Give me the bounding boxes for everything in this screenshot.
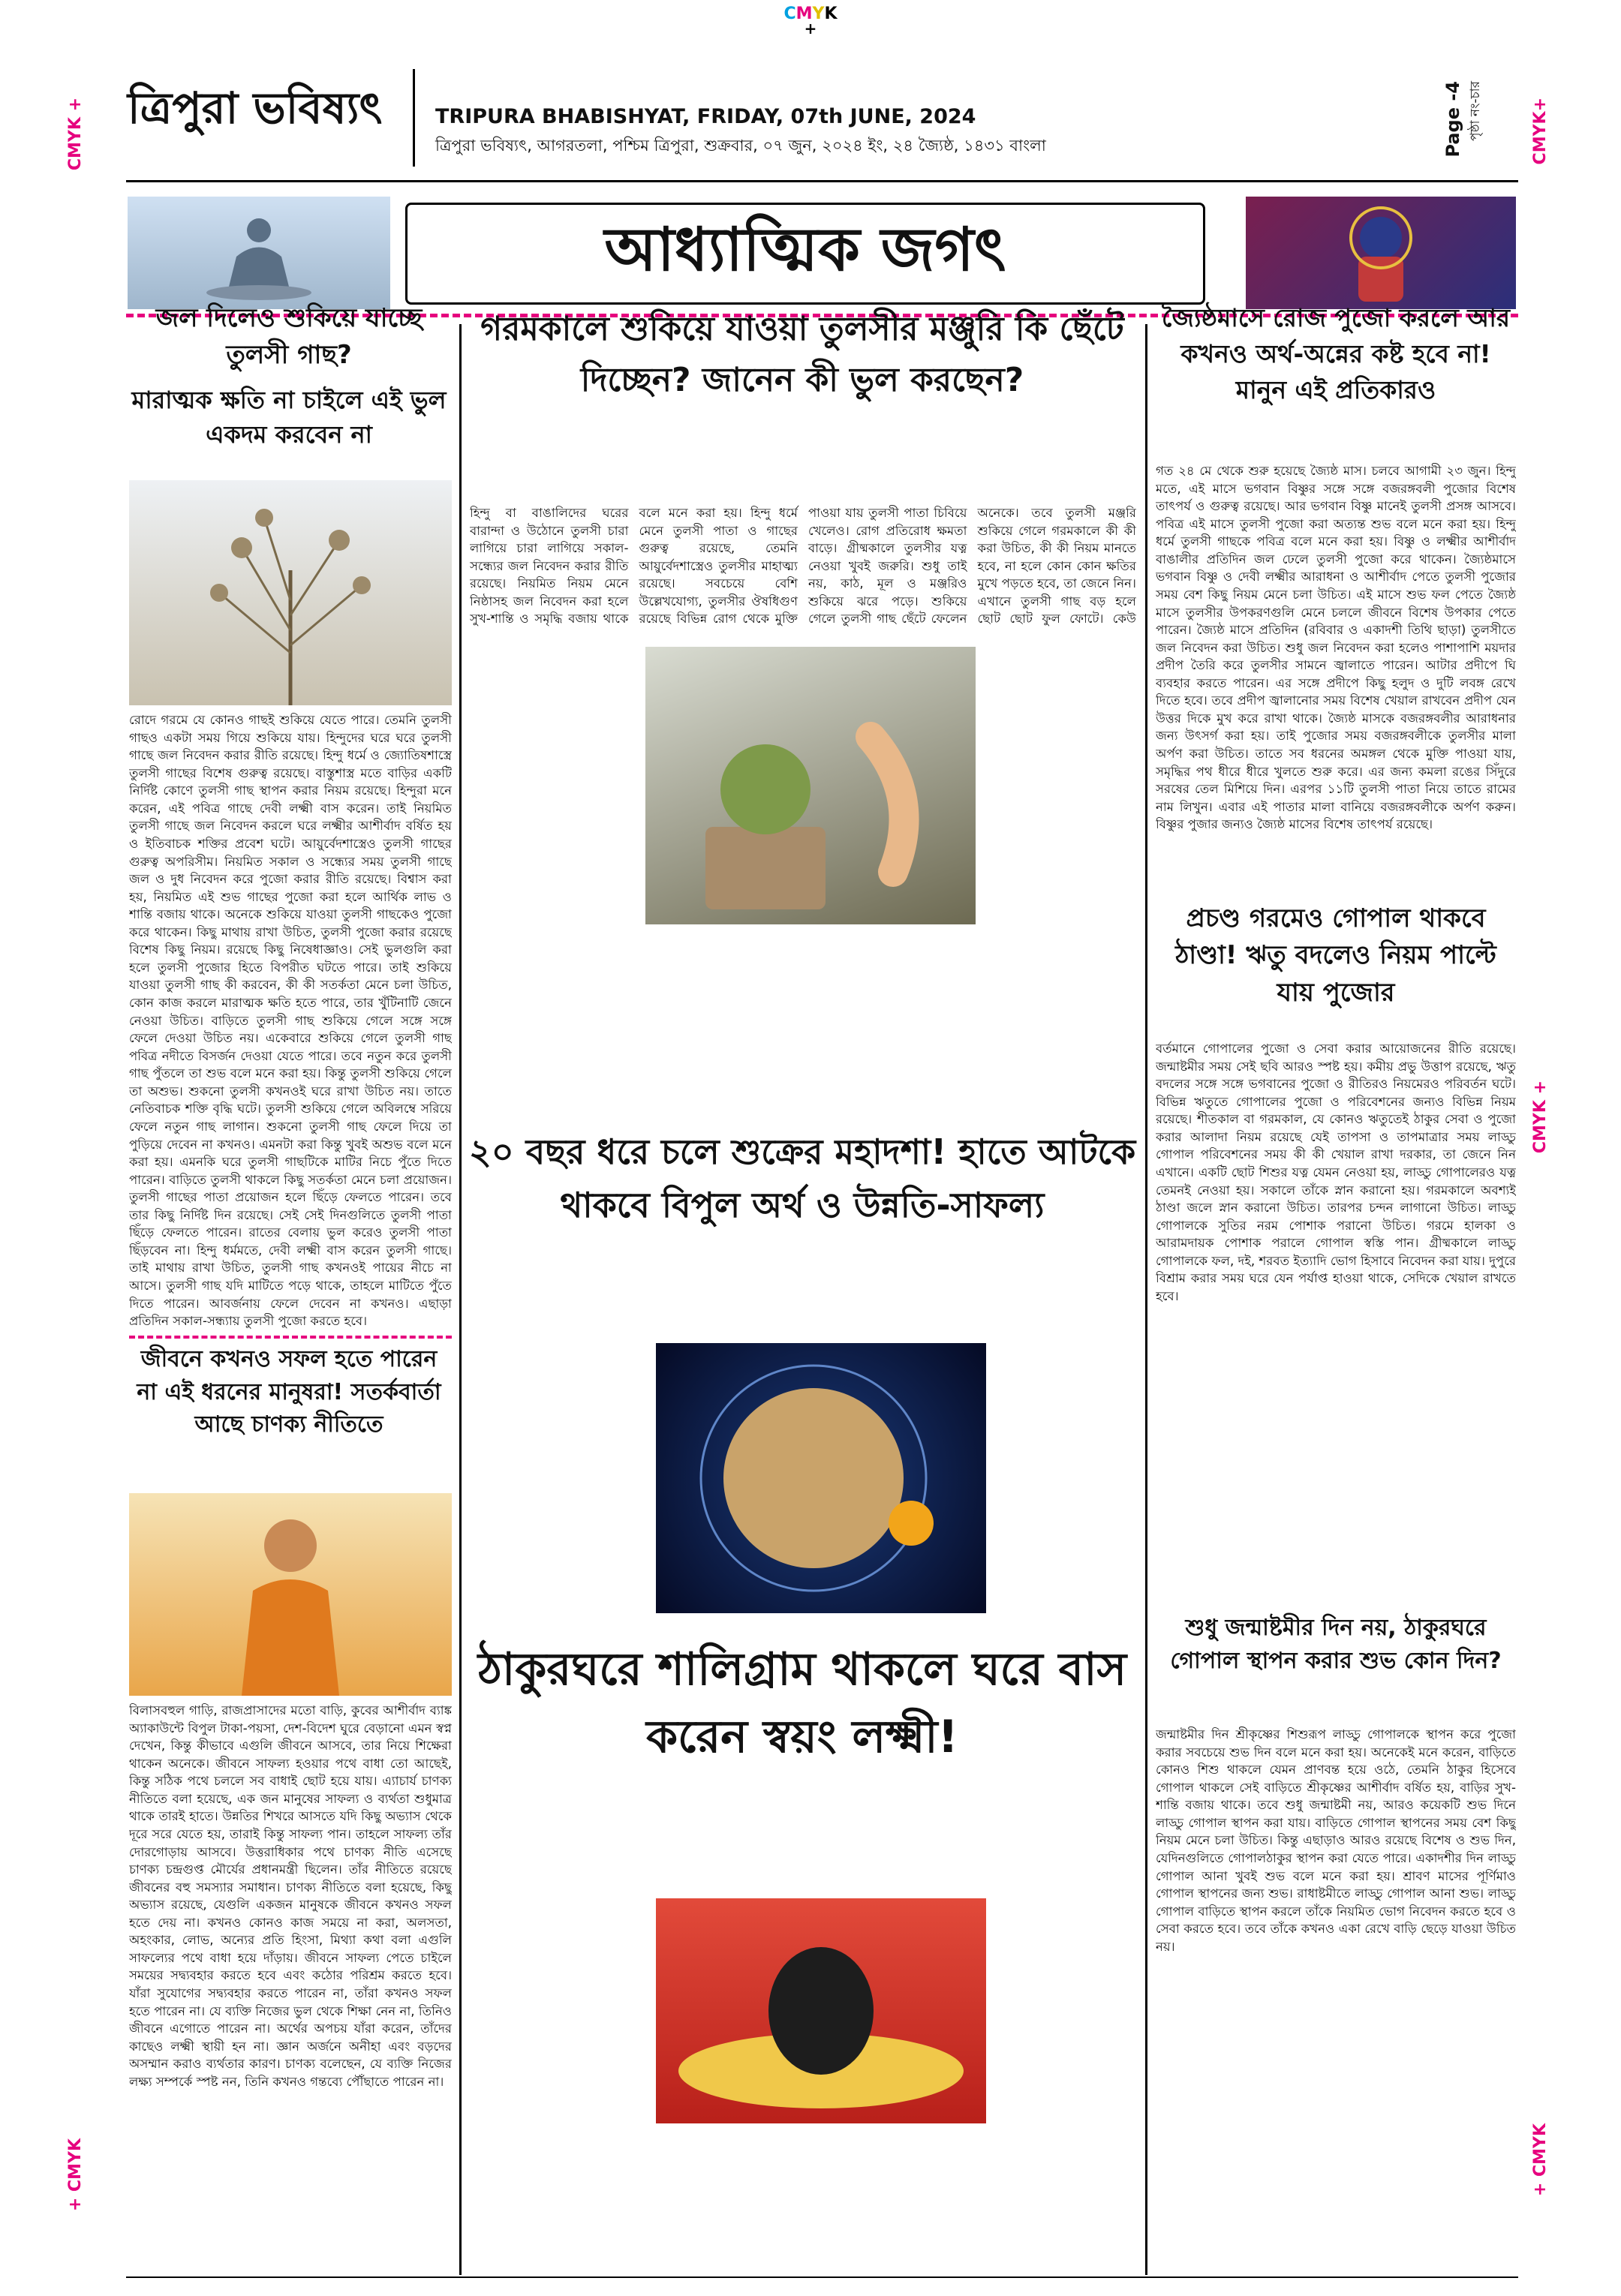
cmyk-side-left-bottom: + CMYK — [66, 2138, 85, 2212]
page-number-bn: পৃষ্ঠা নং-চার — [1468, 81, 1483, 142]
tulsi-offering-image — [645, 647, 976, 924]
right-article-2-body — [1156, 1040, 1516, 1625]
cmyk-y: Y — [812, 5, 825, 23]
right-headline-1: জ্যৈষ্ঠমাসে রোজ পুজো করলে আর কখনও অর্থ-অন্নের কষ্ট হবে না! মানুন এই প্রতিকারও — [1162, 303, 1510, 404]
cmyk-side-left-top: CMYK + — [66, 98, 85, 171]
tulsi-pot-icon — [645, 647, 976, 924]
page-number: Page -4 — [1442, 81, 1463, 158]
mid-headline-1: গরমকালে শুকিয়ে যাওয়া তুলসীর মঞ্জুরি কি ছেঁটে দিচ্ছেন? জানেন কী ভুল করছেন? — [480, 310, 1124, 400]
shaligram-image — [656, 1898, 986, 2123]
right-article-3-body — [1156, 1726, 1516, 2266]
venus-planet-image — [656, 1343, 986, 1613]
registration-plus-top: + — [804, 20, 817, 38]
right-headline-3: শুধু জন্মাষ্টমীর দিন নয়, ঠাকুরঘরে গোপাল স্থাপন করার শুভ কোন দিন? — [1170, 1615, 1502, 1674]
column-rule-left — [459, 324, 462, 2275]
bottom-rule — [126, 2276, 1518, 2278]
mid-headline-3: ঠাকুরঘরে শালিগ্রাম থাকলে ঘরে বাস করেন স্বয়ং লক্ষ্মী! — [477, 1643, 1127, 1763]
cmyk-side-right-top: CMYK+ — [1531, 98, 1550, 165]
mid-article-1-text: হিন্দু বা বাঙালিদের ঘরের বারান্দা ও উঠোনে তুলসী চারা লাগিয়ে চারা লাগিয়ে সকাল-সন্ধ্যের জল নিবেদন করার রীতি রয়েছে। নিয়মিত নিয়ম মেনে নিষ্ঠাসহ জল নিবেদন করা হলে সুখ-শান্তি ও সমৃদ্ধি বজায় থাকে বলে মনে করা হয়। হিন্দু ধর্মে মেনে তুলসী পাতা ও গাছের গুরুত্ব রয়েছে, তেমনি আয়ুর্বেদশাস্ত্রেও তুলসীর মাহাত্ম্য রয়েছে। সবচেয়ে বেশি উল্লেখযোগ্য, তুলসীর ঔষধিগুণ রয়েছে বিভিন্ন রোগ থেকে মুক্তি পাওয়া যায় তুলসী পাতা চিবিয়ে খেলেও। রোগ প্রতিরোধ ক্ষমতা বাড়ে। গ্রীষ্মকালে তুলসীর যত্ন নেওয়া খুবই জরুরি। শুধু তাই নয়, কাঠ, মূল ও মঞ্জরিও শুকিয়ে ঝরে পড়ে। শুকিয়ে গেলে তুলসী গাছ ছেঁটে ফেলেন অনেকে। তবে তুলসী মঞ্জরি শুকিয়ে গেলে গরমকালে কী কী করা উচিত, কী কী নিয়ম মানতে হবে, না হলে কোন কোন ক্ষতির মুখে পড়তে হবে, তা জেনে নিন। এখানে তুলসী গাছ বড় হলে ছোট ছোট ফুল ফোটে। কেউ — [470, 506, 1136, 627]
mid-headline-2: ২০ বছর ধরে চলে শুক্রের মহাদশা! হাতে আটকে থাকবে বিপুল অর্থ ও উন্নতি-সাফল্য — [468, 1131, 1136, 1226]
deity-figure-icon — [1246, 197, 1516, 309]
meditation-image — [128, 197, 390, 309]
left-article-2-body — [129, 1702, 452, 2264]
meditating-figure-icon — [128, 197, 390, 309]
cmyk-side-right-mid: CMYK + — [1531, 1080, 1550, 1154]
masthead-rule — [126, 180, 1518, 182]
mid-article-1-body-top — [470, 504, 1136, 643]
right-article-1-text: গত ২৪ মে থেকে শুরু হয়েছে জ্যৈষ্ঠ মাস। চলবে আগামী ২৩ জুন। হিন্দু মতে, এই মাসে ভগবান বিষ্ণুর সঙ্গে সঙ্গে বজরঙ্গবলী পুজোর বিশেষ তাৎপর্য ও গুরুত্ব রয়েছে। আর ভগবান বিষ্ণু মানেই তুলসী প্রসঙ্গ আসবে। পবিত্র এই মাসে তুলসী পুজো করা অত্যন্ত শুভ বলে মনে করা হয়। হিন্দু ধর্মে তুলসী গাছকে পবিত্র বলে মনে করা হয়। বিষ্ণু ও লক্ষ্মীর আশীর্বাদ বাঙালীর প্রতিদিন জল ঢেলে তুলসী পুজো করে থাকেন। জ্যৈষ্ঠমাসে ভগবান বিষ্ণু ও দেবী লক্ষ্মীর আরাধনা ও আশীর্বাদ পেতে তুলসী পুজোর সময় বেশ কিছু নিয়ম মেনে চলা উচিত। এই মাসে শুভ ফল পেতে জ্যৈষ্ঠ মাসে তুলসীর উপকরণগুলি মেনে চললে জীবনে বিশেষ উপকার পেতে পারেন। জ্যৈষ্ঠ মাসে প্রতিদিন (রবিবার ও একাদশী তিথি ছাড়া) তুলসীতে জল নিবেদন করা উচিত। শুধু জল নিবেদন করা হলেও পাশাপাশি ময়দার প্রদীপ তৈরি করে তুলসীর সামনে জ্বালাতে পারেন। আটার প্রদীপে ঘি ব্যবহার করতে পারেন। এর সঙ্গে প্রদীপে কিছু হলুদ ও দুটি লবঙ্গ রেখে দিতে হবে। তবে প্রদীপ জ্বালানোর সময় বিশেষ খেয়াল রাখবেন প্রদীপ যেন উত্তর দিকে মুখ করে রাখা থাকে। জ্যৈষ্ঠ মাসকে বজরঙ্গবলীর আরাধনার জন্য উৎসর্গ করা হয়। তাই পুজোর সময় বজরঙ্গবলীকে তুলসীর মালা অর্পণ করা উচিত। তাতে সব ধরনের অমঙ্গল থেকে মুক্তি পাওয়া যায়, সমৃদ্ধির পথ ধীরে ধীরে খুলতে শুরু করে। এর জন্য কমলা রঙের সিঁদুরে সরষের তেল মিশিয়ে দিন। এরপর ১১টি তুলসী পাতা নিয়ে তাতে রামের নাম লিখুন। এবার এই পাতার মালা বানিয়ে বজরঙ্গবলীকে অর্পণ করুন। বিষ্ণুর পুজার জন্যও জ্যৈষ্ঠ মাসের বিশেষ তাৎপর্য রয়েছে। — [1156, 464, 1516, 832]
section-banner: আধ্যাত্মিক জগৎ — [405, 203, 1205, 305]
column-rule-right — [1145, 324, 1147, 2275]
left-article-1-text: রোদে গরমে যে কোনও গাছই শুকিয়ে যেতে পারে। তেমনি তুলসী গাছও একটা সময় গিয়ে শুকিয়ে যায়। হিন্দুদের ঘরে ঘরে তুলসী গাছে জল নিবেদন করার রীতি রয়েছে। হিন্দু ধর্মে ও জ্যোতিষশাস্ত্রে তুলসী গাছের বিশেষ গুরুত্ব রয়েছে। বাস্তুশাস্ত্র মতে বাড়ির একটি নির্দিষ্ট কোণে তুলসী গাছ স্থাপন করার নিয়ম রয়েছে। হিন্দুরা মনে করেন, এই পবিত্র গাছে দেবী লক্ষ্মী বাস করেন। তাই নিয়মিত তুলসী গাছে জল নিবেদন করলে ঘরে লক্ষ্মীর আশীর্বাদ বর্ষিত হয় ও ইতিবাচক শক্তির প্রবেশ ঘটে। আয়ুর্বেদশাস্ত্রেও তুলসী গাছের গুরুত্ব অপরিসীম। নিয়মিত সকাল ও সন্ধ্যের সময় তুলসী গাছে জল ও দুধ নিবেদন করে পুজো করার রীতি রয়েছে। বিশ্বাস করা হয়, নিয়মিত এই শুভ গাছের পুজো করা হলে আর্থিক লাভ ও শান্তি বজায় থাকে। অনেকে শুকিয়ে যাওয়া তুলসী গাছকেও পুজো করে থাকেন। কিছু মাথায় রাখা উচিত, তুলসী পুজো করার রয়েছে বিশেষ কিছু নিয়ম। রয়েছে কিছু নিষেধাজ্ঞাও। সেই ভুলগুলি করা হলে তুলসী পুজোর হিতে বিপরীত ঘটতে পারে। তাই শুকিয়ে যাওয়া তুলসী গাছ কী করবেন, কী কী সতর্কতা মেনে চলা উচিত, কোন কাজ করলে মারাত্মক ক্ষতি হতে পারে, তার খুঁটিনাটি জেনে নেওয়া উচিত। বাড়িতে তুলসী গাছ শুকিয়ে গেলে সঙ্গে সঙ্গে ফেলে দেওয়া উচিত নয়। একেবারে শুকিয়ে গেলে তুলসী গাছ পবিত্র নদীতে বিসর্জন দেওয়া যেতে পারে। তবে নতুন করে তুলসী গাছ পুঁতলে তা শুভ বলে মনে করা হয়। কিন্তু তুলসী শুকিয়ে গেলে তা অশুভ। শুকনো তুলসী কখনওই ঘরে রাখা উচিত নয়। তাতে নেতিবাচক শক্তি বৃদ্ধি ঘটে। তুলসী শুকিয়ে গেলে অবিলম্বে সরিয়ে ফেলে নতুন গাছ লাগান। শুকনো তুলসী গাছ ফেলে দিয়ে তা পুড়িয়ে দেবেন না কখনও। এমনটা করা কিন্তু খুবই অশুভ বলে মনে করা হয়। এমনকি ঘরে তুলসী গাছটিকে মাটির নিচে পুঁতে দিতে পারেন। বাড়িতে তুলসী থাকলে কিছু সতর্কতা মেনে চলা প্রয়োজন। তুলসী গাছের পাতা প্রয়োজন হলে ছিঁড়ে ফেলতে পারেন। তবে তার কিছু নির্দিষ্ট দিন রয়েছে। সেই সেই দিনগুলিতে তুলসী পাতা ছিঁড়ে ফেলতে পারেন। রাতের বেলায় ভুল করেও তুলসী পাতা ছিঁড়বেন না। হিন্দু ধর্মমতে, দেবী লক্ষ্মী বাস করেন তুলসী গাছে। তাই মাথায় রাখা উচিত, তুলসী গাছ কখনওই পায়ের নীচে না আসে। তুলসী গাছ যদি মাটিতে পড়ে থাকে, তাহলে মাটিতে পুঁতে দিতে পারেন। আবর্জনায় ফেলে দেবেন না কখনও। এছাড়া প্রতিদিন সকাল-সন্ধ্যায় তুলসী পুজো করতে হবে। — [129, 713, 452, 1329]
cmyk-side-right-bottom: + CMYK — [1531, 2123, 1550, 2197]
goddess-image — [1246, 197, 1516, 309]
cmyk-c: C — [783, 5, 796, 23]
left-headline-3: জীবনে কখনও সফল হতে পারেন না এই ধরনের মানুষরা! সতর্কবার্তা আছে চাণক্য নীতিতে — [137, 1346, 441, 1438]
chanakya-image — [129, 1493, 452, 1696]
right-article-1-body — [1156, 462, 1516, 897]
right-article-3-text: জন্মাষ্টমীর দিন শ্রীকৃষ্ণের শিশুরূপ লাড্ডু গোপালকে স্থাপন করে পুজো করার সবচেয়ে শুভ দিন বলে মনে করা হয়। অনেকেই মনে করেন, বাড়িতে কোনও শিশু থাকলে যেমন প্রাণবন্ত হয়ে ওঠে, তেমনি ঠাকুর হিসেবে গোপাল থাকলে সেই বাড়িতে শ্রীকৃষ্ণের আশীর্বাদ বর্ষিত হয়, বাড়ির সুখ-শান্তি বজায় থাকে। তবে শুধু জন্মাষ্টমী নয়, আরও কয়েকটি শুভ দিনে লাড্ডু গোপাল স্থাপন করা যায়। বাড়িতে গোপাল স্থাপনের সময় বেশ কিছু নিয়ম মেনে চলা উচিত। কিন্তু এছাড়াও আরও রয়েছে বিশেষ ও শুভ দিন, যেদিনগুলিতে গোপালঠাকুর স্থাপন করা যেতে পারে। একাদশীর দিন লাড্ডু গোপাল আনা খুবই শুভ বলে মনে করা হয়। শ্রাবণ মাসের পূর্ণিমাও গোপাল স্থাপনের জন্য শুভ। রাধাষ্টমীতে লাড্ডু গোপাল আনা শুভ। লাড্ডু গোপাল বাড়িতে স্থাপন করলে তাঁকে নিয়মিত ভোগ নিবেদন করতে হবে ও সেবা করতে হবে। তবে তাঁকে কখনও একা রেখে বাড়ি ছেড়ে যাওয়া উচিত নয়। — [1156, 1727, 1516, 1954]
cmyk-mark-top — [780, 5, 841, 38]
chanakya-figure-icon — [129, 1493, 452, 1696]
left-headline-1: জল দিলেও শুকিয়ে যাচ্ছে তুলসী গাছ? — [155, 303, 423, 371]
masthead-subline: ত্রিপুরা ভবিষ্যৎ, আগরতলা, পশ্চিম ত্রিপুরা, শুক্রবার, ০৭ জুন, ২০২৪ ইং, ২৪ জ্যৈষ্ঠ, ১৪৩১ বাংলা — [435, 137, 1046, 155]
cmyk-m: M — [795, 5, 813, 23]
left-headline-2: মারাত্মক ক্ষতি না চাইলে এই ভুল একদম করবেন না — [131, 386, 447, 449]
cmyk-k: K — [824, 5, 838, 23]
right-headline-2: প্রচণ্ড গরমেও গোপাল থাকবে ঠাণ্ডা! ঋতু বদলেও নিয়ম পাল্টে যায় পুজোর — [1175, 903, 1496, 1008]
right-article-2-text: বর্তমানে গোপালের পুজো ও সেবা করার আয়োজনের রীতি রয়েছে। জন্মাষ্টমীর সময় সেই ছবি আরও স্পষ্ট হয়। কমীয় প্রভু উত্তাপ রয়েছে, ঋতু বদলের সঙ্গে সঙ্গে ভগবানের পুজো ও রীতিরও নিয়মেরও পরিবর্তন ঘটে। বিভিন্ন ঋতুতে গোপালের পুজো ও পরিবেশনের জন্যও বিভিন্ন নিয়ম রয়েছে। শীতকাল বা গরমকাল, যে কোনও ঋতুতেই ঠাকুর সেবা ও পুজো করার আলাদা নিয়ম রয়েছে যেই তাপসা ও তাপমাত্রার সময় লাড্ডু গোপাল পরিবেশনের সময় কী কী খেয়াল রাখা দরকার, তা জেনে নিন এখানে। একটি ছোট শিশুর যত্ন যেমন নেওয়া হয়, লাড্ডু গোপালেরও যত্ন তেমনই নেওয়া হয়। সকালে তাঁকে স্নান করানো হয়। গরমকালে অবশ্যই ঠাণ্ডা জলে স্নান করানো উচিত। তারপর চন্দন লাগানো উচিত। লাড্ডু গোপালকে সুতির নরম পোশাক পরানো উচিত। গরমে হালকা ও আরামদায়ক পোশাক পরালে গোপাল স্বস্তি পান। গ্রীষ্মকালে লাড্ডু গোপালকে ফল, দই, শরবত ইত্যাদি ভোগ হিসাবে নিবেদন করা যায়। দুপুরে বিশ্রাম করার সময় ঘরে যেন পর্যাপ্ত হাওয়া থাকে, সেদিকে খেয়াল রাখতে হবে। — [1156, 1041, 1516, 1303]
shaligram-stone-icon — [656, 1898, 986, 2123]
left-article-1-body — [129, 711, 452, 1334]
left-article-2-text: বিলাসবহুল গাড়ি, রাজপ্রাসাদের মতো বাড়ি, কুবের আশীর্বাদ ব্যাঙ্ক অ্যাকাউন্টে বিপুল টাকা-পয়সা, দেশ-বিদেশ ঘুরে বেড়ানো এমন স্বপ্ন দেখেন, কিন্তু কীভাবে এগুলি জীবনে আসবে, তার নিয়ে শিক্ষেরা থাকেন অনেকে। জীবনে সাফল্য হওয়ার পথে বাধা তো আছেই, কিন্তু সঠিক পথে চললে সব বাধাই ছোট হয়ে যায়। এ্যাচার্য চাণক্য নীতিতে বলা হয়েছে, এক জন মানুষের সাফল্য ও ব্যর্থতা শুধুমাত্র থাকে তারই হাতে। উন্নতির শিখরে আসতে যদি কিছু অভ্যাস থেকে দূরে সরে যেতে হয়, তারাই কিন্তু সাফল্য পান। তাহলে সাফল্য তাঁর দোরগোড়ায় আসবে। উত্তরাধিকার পথে চাণক্য নীতি এসেছে চাণক্য চন্দ্রগুপ্ত মৌর্যের প্রধানমন্ত্রী ছিলেন। তাঁর নীতিতে রয়েছে জীবনের বহু সমস্যার সমাধান। চাণক্য নীতিতে বলা হয়েছে, কিছু অভ্যাস রয়েছে, যেগুলি একজন মানুষকে জীবনে কখনও সফল হতে দেয় না। কখনও কোনও কাজ সময়ে না করা, অলসতা, অহংকার, লোভ, অন্যের প্রতি হিংসা, মিথ্যা কথা বলা এগুলি সাফল্যের পথে বাধা হয়ে দাঁড়ায়। জীবনে সাফল্য পেতে চাইলে সময়ের সদ্ব্যবহার করতে হবে এবং কঠোর পরিশ্রম করতে হবে। যাঁরা সুযোগের সদ্ব্যবহার করতে পারেন না, তাঁরা কখনও সফল হতে পারেন না। যে ব্যক্তি নিজের ভুল থেকে শিক্ষা নেন না, তিনিও জীবনে এগোতে পারেন না। অর্থের অপচয় যাঁরা করেন, তাঁদের কাছেও লক্ষ্মী স্থায়ী হন না। জ্ঞান অর্জনে অনীহা এবং বড়দের অসম্মান করাও ব্যর্থতার কারণ। চাণক্য বলেছেন, যে ব্যক্তি নিজের লক্ষ্য সম্পর্কে স্পষ্ট নন, তিনি কখনও গন্তব্যে পৌঁছাতে পারেন না। — [129, 1703, 452, 2089]
masthead-english: TRIPURA BHABISHYAT, FRIDAY, 07th JUNE, 2024 — [435, 105, 976, 128]
masthead-name: ত্রিপুরা ভবিষ্যৎ — [128, 83, 383, 134]
left-dashed-rule — [129, 1336, 452, 1339]
tulsi-plant-image — [129, 480, 452, 705]
planet-icon — [656, 1343, 986, 1613]
tulsi-plant-icon — [129, 480, 452, 705]
masthead-divider — [413, 69, 415, 167]
